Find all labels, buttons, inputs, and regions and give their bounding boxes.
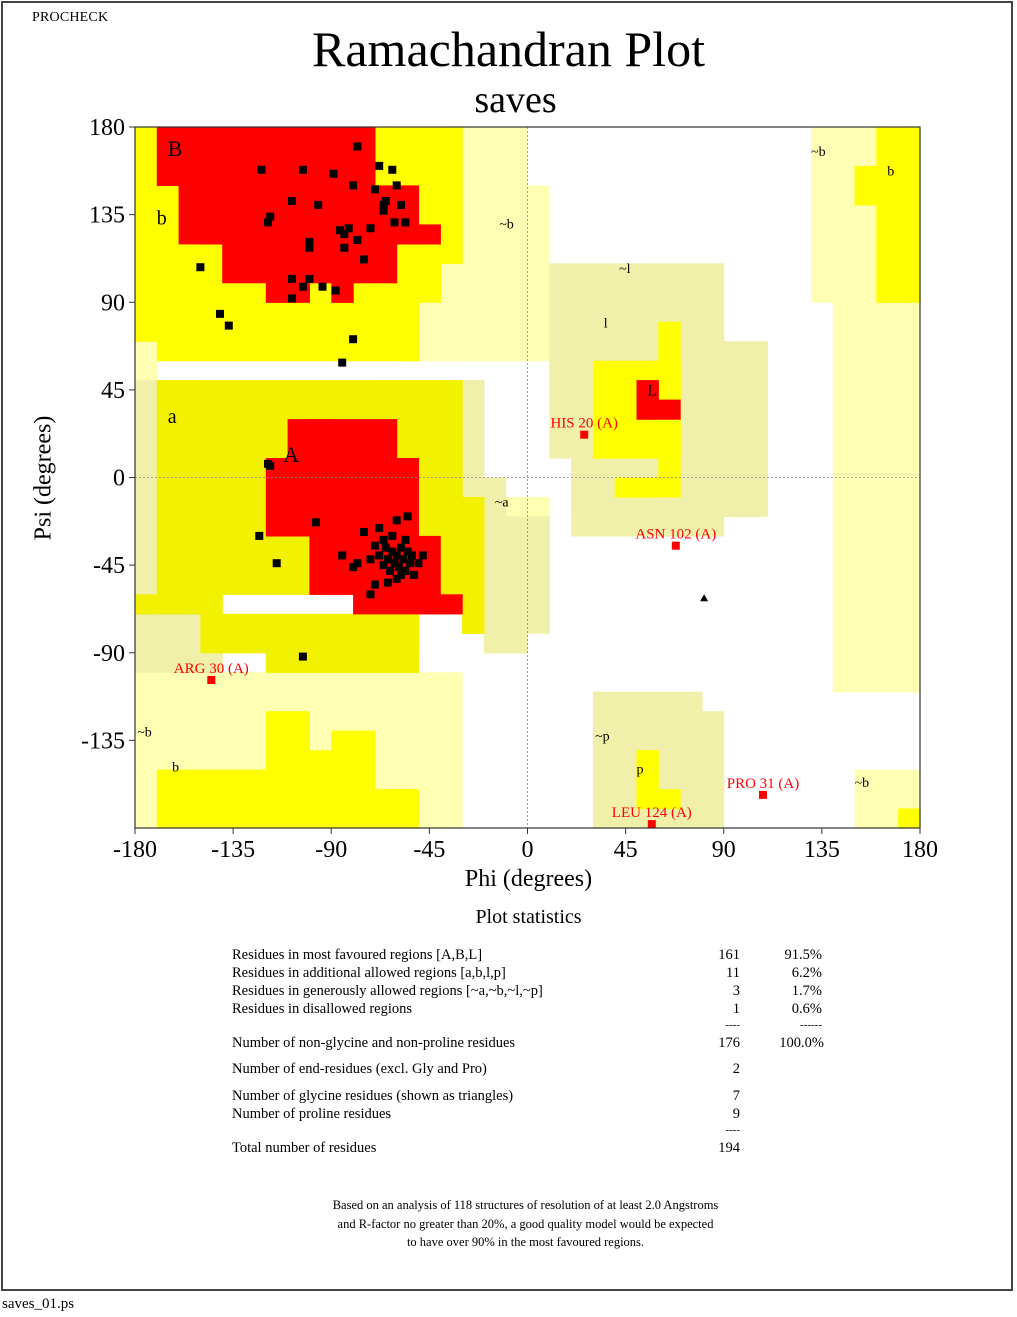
residue-point [380, 536, 388, 544]
region-label: ~b [499, 217, 514, 233]
residue-point [288, 197, 296, 205]
stats-row-most-favoured: Residues in most favoured regions [A,B,L] 161 91.5% [232, 947, 822, 963]
most-favoured-red-region [266, 458, 419, 537]
y-tick-label: 135 [89, 202, 125, 229]
x-tick-label: -135 [211, 837, 256, 863]
residue-point [401, 536, 409, 544]
region-label: ~b [811, 145, 826, 161]
stats-row-total: Total number of residues 194 [232, 1140, 740, 1156]
residue-point [375, 162, 383, 170]
additional-yellow-region [266, 750, 332, 829]
residue-point [299, 166, 307, 174]
additional-yellow-region [266, 711, 310, 751]
y-tick-label: 180 [89, 115, 125, 141]
region-label: ~p [595, 729, 610, 745]
residue-point [419, 551, 427, 559]
additional-yellow-alpha-region [266, 653, 419, 673]
x-tick-label: -180 [113, 837, 157, 863]
residue-point [314, 201, 322, 209]
additional-yellow-alpha-region [419, 380, 463, 497]
residue-point [353, 143, 361, 151]
outlier-label: HIS 20 (A) [550, 415, 618, 432]
residue-point [371, 542, 379, 550]
most-favoured-red-region [288, 419, 398, 459]
region-label: A [283, 441, 300, 467]
residue-point [288, 275, 296, 283]
residue-point [408, 551, 416, 559]
additional-yellow-alpha-region [462, 614, 484, 634]
additional-yellow-region [397, 302, 419, 361]
stats-row-end-residues: Number of end-residues (excl. Gly and Pro) 2 [232, 1061, 740, 1077]
residue-point [391, 218, 399, 226]
additional-yellow-alpha-region [135, 594, 157, 614]
generous-pale-region [855, 692, 921, 693]
residue-point [415, 559, 423, 567]
stats-row-disallowed: Residues in disallowed regions 1 0.6% [232, 1001, 822, 1017]
outlier-label: PRO 31 (A) [726, 775, 800, 792]
additional-yellow-region [855, 166, 877, 206]
residue-point [410, 571, 418, 579]
residue-point [397, 201, 405, 209]
residue-point [371, 581, 379, 589]
stats-row-additional: Residues in additional allowed regions [a,b,l,p] 11 6.2% [232, 965, 822, 981]
stats-row-non-gly-pro: Number of non-glycine and non-proline residues 176 100.0% [232, 1035, 824, 1051]
residue-point [404, 512, 412, 520]
region-label: b [172, 760, 180, 776]
y-tick-label: 45 [101, 377, 125, 404]
outlier-point [759, 791, 767, 799]
outlier-label: LEU 124 (A) [611, 805, 692, 822]
residue-point [332, 287, 340, 295]
stats-row-glycine: Number of glycine residues (shown as triangles) 7 [232, 1088, 740, 1104]
residue-point [371, 185, 379, 193]
residue-point [264, 218, 272, 226]
residue-point [338, 551, 346, 559]
outlier-label: ARG 30 (A) [173, 661, 249, 677]
additional-yellow-alpha-region [200, 614, 419, 654]
y-tick-label: -135 [81, 728, 125, 755]
residue-point [406, 559, 414, 567]
generous-pale-region [484, 185, 550, 361]
residue-point [393, 516, 401, 524]
program-name: PROCHECK [32, 10, 109, 25]
residue-point [305, 275, 313, 283]
stats-title: Plot statistics [475, 906, 582, 928]
x-tick-label: 0 [521, 837, 534, 863]
residue-point [375, 551, 383, 559]
x-tick-label: -45 [413, 837, 446, 863]
x-tick-label: -90 [315, 837, 348, 863]
stats-row-generous: Residues in generously allowed regions [~a,~b,~l,~p] 3 1.7% [232, 983, 822, 999]
residue-point [384, 579, 392, 587]
residue-point [225, 322, 233, 330]
additional-yellow-alpha-region [157, 594, 223, 614]
most-favoured-red-region [157, 127, 376, 186]
residue-point [329, 170, 337, 178]
region-label: ~b [854, 776, 870, 792]
region-label: p [636, 762, 644, 778]
x-tick-label: 90 [711, 837, 736, 863]
x-tick-label: 180 [902, 837, 938, 863]
region-label: b [156, 207, 167, 230]
additional-yellow-region [876, 127, 920, 303]
region-label: ~a [494, 495, 509, 511]
most-favoured-red-region [309, 419, 331, 439]
outlier-point [672, 542, 680, 550]
stats-table [232, 946, 852, 1157]
residue-point [258, 166, 266, 174]
y-tick-label: 90 [101, 290, 125, 317]
residue-point [375, 524, 383, 532]
x-axis-label: Phi (degrees) [464, 866, 593, 892]
generous-khaki-region [593, 692, 703, 712]
residue-point [388, 532, 396, 540]
residue-point [367, 555, 375, 563]
residue-point [299, 283, 307, 291]
outlier-point [648, 820, 656, 828]
residue-point [397, 571, 405, 579]
y-tick-label: 0 [113, 465, 125, 492]
residue-point [338, 359, 346, 367]
residue-point [288, 294, 296, 302]
residue-point [273, 559, 281, 567]
residue-point [386, 567, 394, 575]
stats-total-separator: ---- [725, 1124, 740, 1136]
residue-point [401, 218, 409, 226]
y-tick-label: -90 [93, 640, 125, 667]
additional-yellow-region [135, 127, 157, 342]
footer-filename: saves_01.ps [2, 1296, 75, 1312]
y-axis-label: Psi (degrees) [30, 415, 57, 541]
residue-point [393, 181, 401, 189]
outlier-label: ASN 102 (A) [635, 526, 717, 543]
residue-point [196, 263, 204, 271]
region-label: a [167, 406, 177, 428]
quality-note: Based on an analysis of 118 structures of resolution of at least 2.0 Angstroms and R-factor no greater than 20%, a good quality model would be expected to have over 90% in the most favoured regions. [332, 1198, 719, 1249]
residue-point [360, 528, 368, 536]
outlier-point [580, 431, 588, 439]
residue-point [299, 653, 307, 661]
residue-point [216, 310, 224, 318]
residue-point [388, 166, 396, 174]
y-tick-label: -45 [93, 553, 125, 580]
region-label: ~l [619, 262, 631, 277]
chart-subtitle: saves [474, 79, 557, 121]
region-label: b [887, 164, 895, 180]
additional-yellow-region [157, 770, 267, 829]
residue-point [367, 224, 375, 232]
region-label: B [167, 136, 183, 162]
residue-point [353, 236, 361, 244]
residue-point [349, 181, 357, 189]
additional-yellow-region [898, 809, 920, 829]
stats-row-proline: Number of proline residues 9 [232, 1106, 740, 1122]
generous-khaki-region [484, 633, 528, 653]
residue-point [340, 244, 348, 252]
generous-pale-region [462, 166, 484, 361]
residue-point [319, 283, 327, 291]
most-favoured-red-region [200, 224, 441, 244]
additional-yellow-region [615, 478, 659, 498]
chart-title: Ramachandran Plot [312, 21, 705, 77]
residue-point [266, 462, 274, 470]
additional-yellow-region [397, 263, 441, 303]
residue-point [367, 590, 375, 598]
stats-separator: ---- ------ [725, 1019, 822, 1031]
residue-point [340, 230, 348, 238]
outlier-point [207, 676, 215, 684]
additional-yellow-region [375, 789, 419, 829]
x-tick-label: 135 [803, 837, 840, 863]
region-label: l [603, 316, 608, 332]
x-tick-label: 45 [613, 837, 638, 863]
additional-yellow-region [331, 731, 375, 829]
residue-point [380, 201, 388, 209]
residue-point [349, 335, 357, 343]
residue-point [353, 559, 361, 567]
region-label: ~b [137, 725, 152, 741]
residue-point [360, 255, 368, 263]
residue-point [255, 532, 263, 540]
residue-point [312, 518, 320, 526]
region-label: L [647, 382, 658, 400]
residue-point [305, 244, 313, 252]
most-favoured-red-region [637, 400, 681, 420]
